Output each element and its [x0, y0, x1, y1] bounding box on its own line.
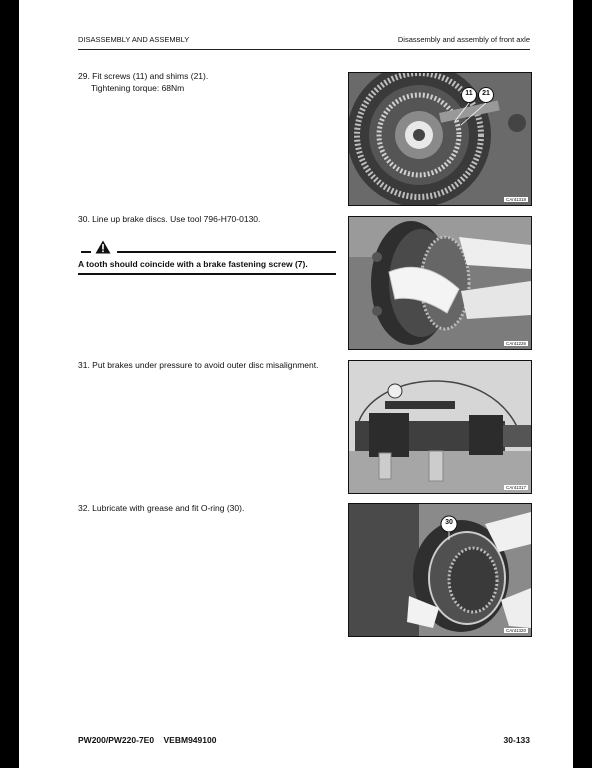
warning-header	[78, 240, 336, 254]
step-30	[78, 213, 260, 225]
photo-ref: CAnt1320	[505, 628, 526, 633]
callout-30: 30	[445, 519, 453, 526]
photo-hydraulic-press	[348, 360, 532, 494]
photo-o-ring	[348, 503, 532, 637]
step-32-text: 32. Lubricate with grease and fit O-ring (30).	[78, 503, 245, 513]
step-29	[78, 70, 208, 94]
section-header: DISASSEMBLY AND ASSEMBLY	[78, 35, 190, 44]
warning-icon	[95, 240, 111, 254]
header-divider	[78, 49, 530, 50]
photo-ring-gear	[348, 72, 532, 206]
photo-ref: CAnt1318	[505, 197, 526, 202]
photo-ref: CAnt1226	[505, 341, 526, 346]
warning-divider	[78, 273, 336, 275]
step-31-text: 31. Put brakes under pressure to avoid outer disc misalignment.	[78, 360, 319, 370]
step-29-torque: Tightening torque: 68Nm	[91, 83, 185, 93]
step-29-text: 29. Fit screws (11) and shims (21).	[78, 71, 209, 81]
step-32	[78, 502, 244, 514]
step-31	[78, 359, 319, 371]
photo-ref: CAnt1317	[505, 485, 526, 490]
callout-11: 11	[465, 90, 473, 97]
photo-brake-discs	[348, 216, 532, 350]
page-topic-header: Disassembly and assembly of front axle	[397, 35, 530, 44]
callout-21: 21	[482, 90, 490, 97]
manual-page	[19, 0, 573, 768]
step-30-text: 30. Line up brake discs. Use tool 796-H70-0130.	[78, 214, 261, 224]
warning-text: A tooth should coincide with a brake fastening screw (7).	[78, 259, 308, 269]
page-number: 30-133	[503, 735, 530, 745]
model-code: PW200/PW220-7E0 VEBM949100	[78, 735, 217, 745]
